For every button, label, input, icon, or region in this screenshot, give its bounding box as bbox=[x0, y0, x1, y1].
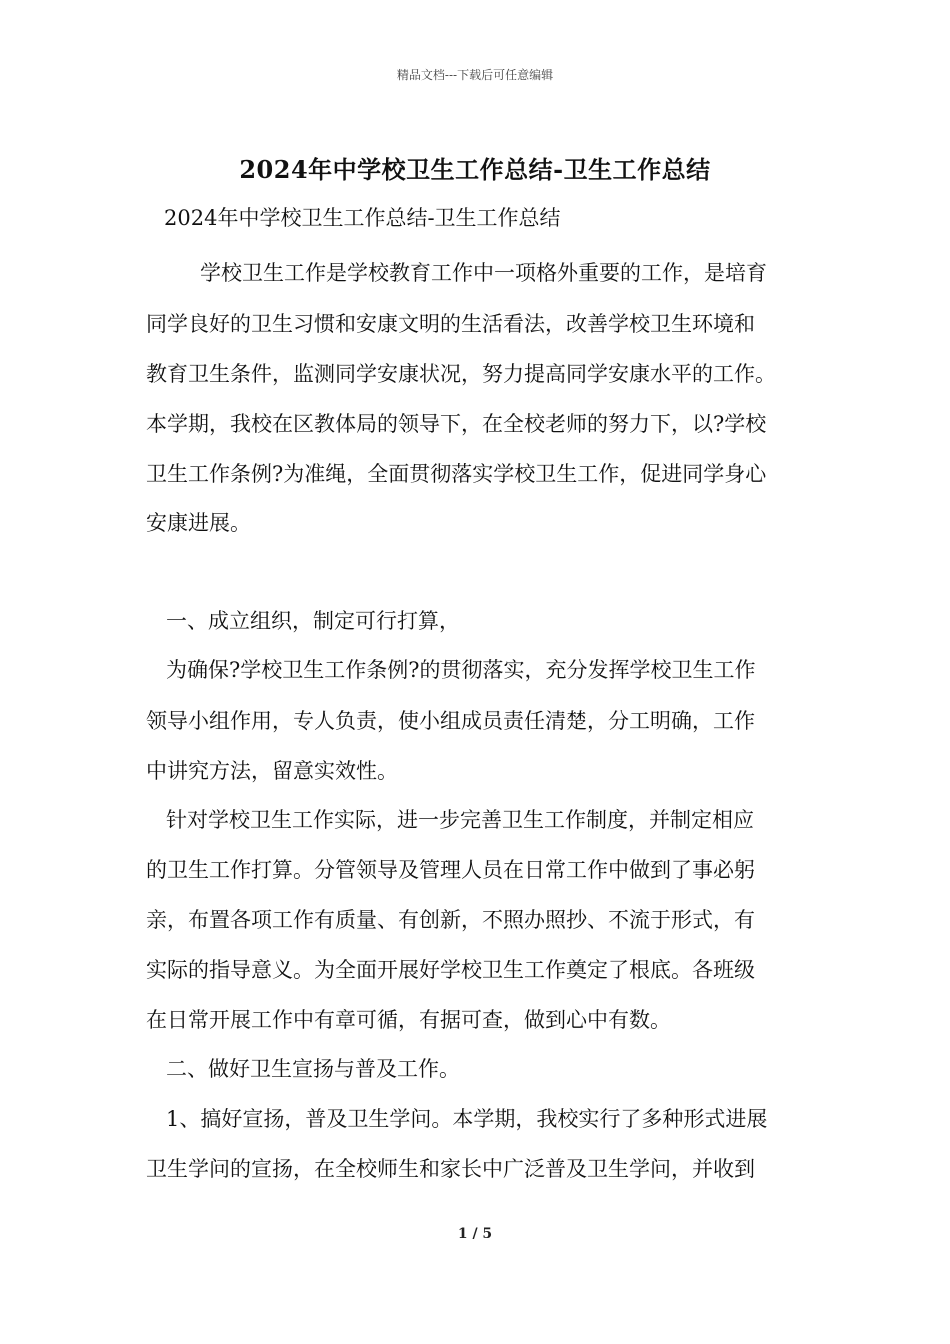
body-line: 2024年中学校卫生工作总结-卫生工作总结 bbox=[164, 206, 561, 230]
section-heading: 二、做好卫生宣扬与普及工作。 bbox=[166, 1057, 460, 1081]
body-line: 学校卫生工作是学校教育工作中一项格外重要的工作，是培育 bbox=[200, 261, 767, 285]
page-header: 精品文档---下载后可任意编辑 bbox=[396, 68, 554, 82]
body-line: 安康进展。 bbox=[146, 511, 251, 535]
body-line: 为确保?学校卫生工作条例?的贯彻落实，充分发挥学校卫生工作 bbox=[166, 658, 756, 682]
body-line: 实际的指导意义。为全面开展好学校卫生工作奠定了根底。各班级 bbox=[146, 958, 755, 982]
body-line: 同学良好的卫生习惯和安康文明的生活看法，改善学校卫生环境和 bbox=[146, 312, 755, 336]
body-line: 针对学校卫生工作实际，进一步完善卫生工作制度，并制定相应 bbox=[166, 808, 754, 832]
body-line: 本学期，我校在区教体局的领导下，在全校老师的努力下，以?学校 bbox=[146, 412, 767, 436]
body-line: 卫生学问的宣扬，在全校师生和家长中广泛普及卫生学问，并收到 bbox=[146, 1157, 755, 1181]
body-line: 亲，布置各项工作有质量、有创新，不照办照抄、不流于形式，有 bbox=[146, 908, 755, 932]
body-line: 中讲究方法，留意实效性。 bbox=[146, 759, 398, 783]
body-line: 在日常开展工作中有章可循，有据可查，做到心中有数。 bbox=[146, 1008, 671, 1032]
section-heading: 一、成立组织，制定可行打算， bbox=[166, 609, 460, 633]
body-line: 卫生工作条例?为准绳，全面贯彻落实学校卫生工作，促进同学身心 bbox=[146, 462, 767, 486]
body-line: 领导小组作用，专人负责，使小组成员责任清楚，分工明确，工作 bbox=[146, 709, 755, 733]
body-line: 1、搞好宣扬，普及卫生学问。本学期，我校实行了多种形式进展 bbox=[166, 1107, 768, 1131]
body-line: 教育卫生条件，监测同学安康状况，努力提高同学安康水平的工作。 bbox=[146, 362, 776, 386]
page-number: 1 / 5 bbox=[457, 1226, 493, 1242]
document-title: 2024年中学校卫生工作总结-卫生工作总结 bbox=[239, 155, 711, 184]
body-line: 的卫生工作打算。分管领导及管理人员在日常工作中做到了事必躬 bbox=[146, 858, 755, 882]
